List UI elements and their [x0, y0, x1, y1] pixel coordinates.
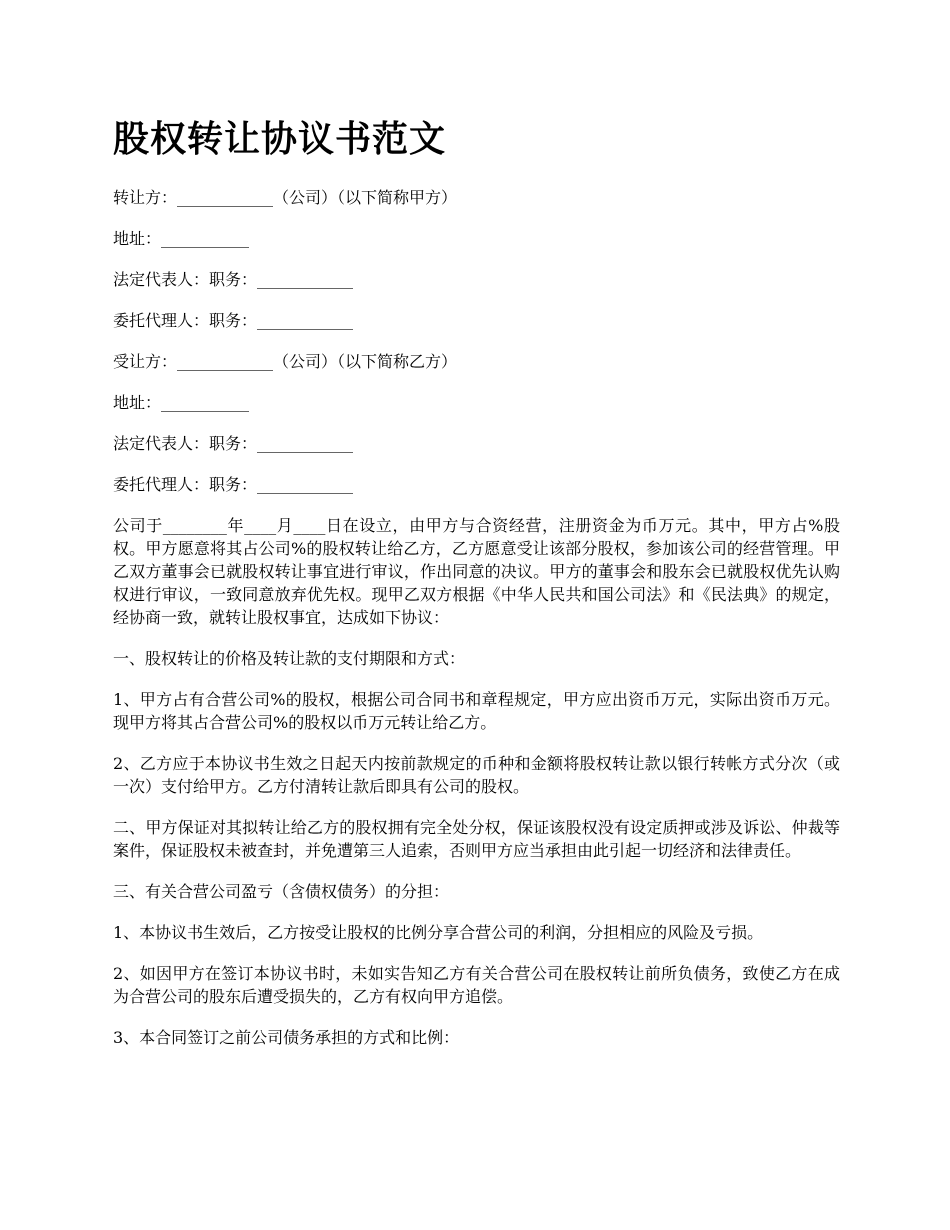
transferor-address-line: 地址：___________ — [113, 229, 250, 248]
section-three-heading: 三、有关合营公司盈亏（含债权债务）的分担： — [113, 882, 450, 901]
section-two-paragraph: 二、甲方保证对其拟转让给乙方的股权拥有完全处分权，保证该股权没有设定质押或涉及诉讼、仲裁等案件，保证股权未被查封，并免遭第三人追索，否则甲方应当承担由此引起一切经济和法律责任。 — [113, 818, 840, 860]
section-three-clause-2: 2、如因甲方在签订本协议书时，未如实告知乙方有关合营公司在股权转让前所负债务，致使乙方在成为合营公司的股东后遭受损失的，乙方有权向甲方追偿。 — [113, 964, 840, 1006]
section-three-clause-1: 1、本协议书生效后，乙方按受让股权的比例分享合营公司的利润，分担相应的风险及亏损。 — [113, 923, 764, 942]
transferee-address-line: 地址：___________ — [113, 393, 250, 412]
document-title: 股权转让协议书范文 — [113, 118, 447, 160]
transferee-line: 受让方：____________（公司）（以下简称乙方） — [113, 352, 458, 371]
transferor-legal-representative-line: 法定代表人：职务：____________ — [113, 270, 354, 289]
transferor-line: 转让方：____________（公司）（以下简称甲方） — [113, 188, 458, 207]
transferor-agent-line: 委托代理人：职务：____________ — [113, 311, 354, 330]
transferee-agent-line: 委托代理人：职务：____________ — [113, 475, 354, 494]
section-three-clause-3: 3、本合同签订之前公司债务承担的方式和比例： — [113, 1028, 460, 1047]
transferee-legal-representative-line: 法定代表人：职务：____________ — [113, 434, 354, 453]
section-one-clause-1: 1、甲方占有合营公司%的股权，根据公司合同书和章程规定，甲方应出资币万元，实际出资币万元。现甲方将其占合营公司%的股权以币万元转让给乙方。 — [113, 690, 840, 732]
section-one-heading: 一、股权转让的价格及转让款的支付期限和方式： — [113, 649, 466, 668]
preamble-paragraph: 公司于________年____月____日在设立，由甲方与合资经营，注册资金为币万元。其中，甲方占%股权。甲方愿意将其占公司%的股权转让给乙方，乙方愿意受让该部分股权，参加该公司的经营管理。甲乙双方董事会已就股权转让事宜进行审议，作出同意的决议。甲方的董事会和股东会已就股权优先认购权进行审议，一致同意放弃优先权。现甲乙双方根据《中华人民共和国公司法》和《民法典》的规定，经协商一致，就转让股权事宜，达成如下协议： — [113, 516, 840, 627]
section-one-clause-2: 2、乙方应于本协议书生效之日起天内按前款规定的币种和金额将股权转让款以银行转帐方式分次（或一次）支付给甲方。乙方付清转让款后即具有公司的股权。 — [113, 754, 840, 796]
